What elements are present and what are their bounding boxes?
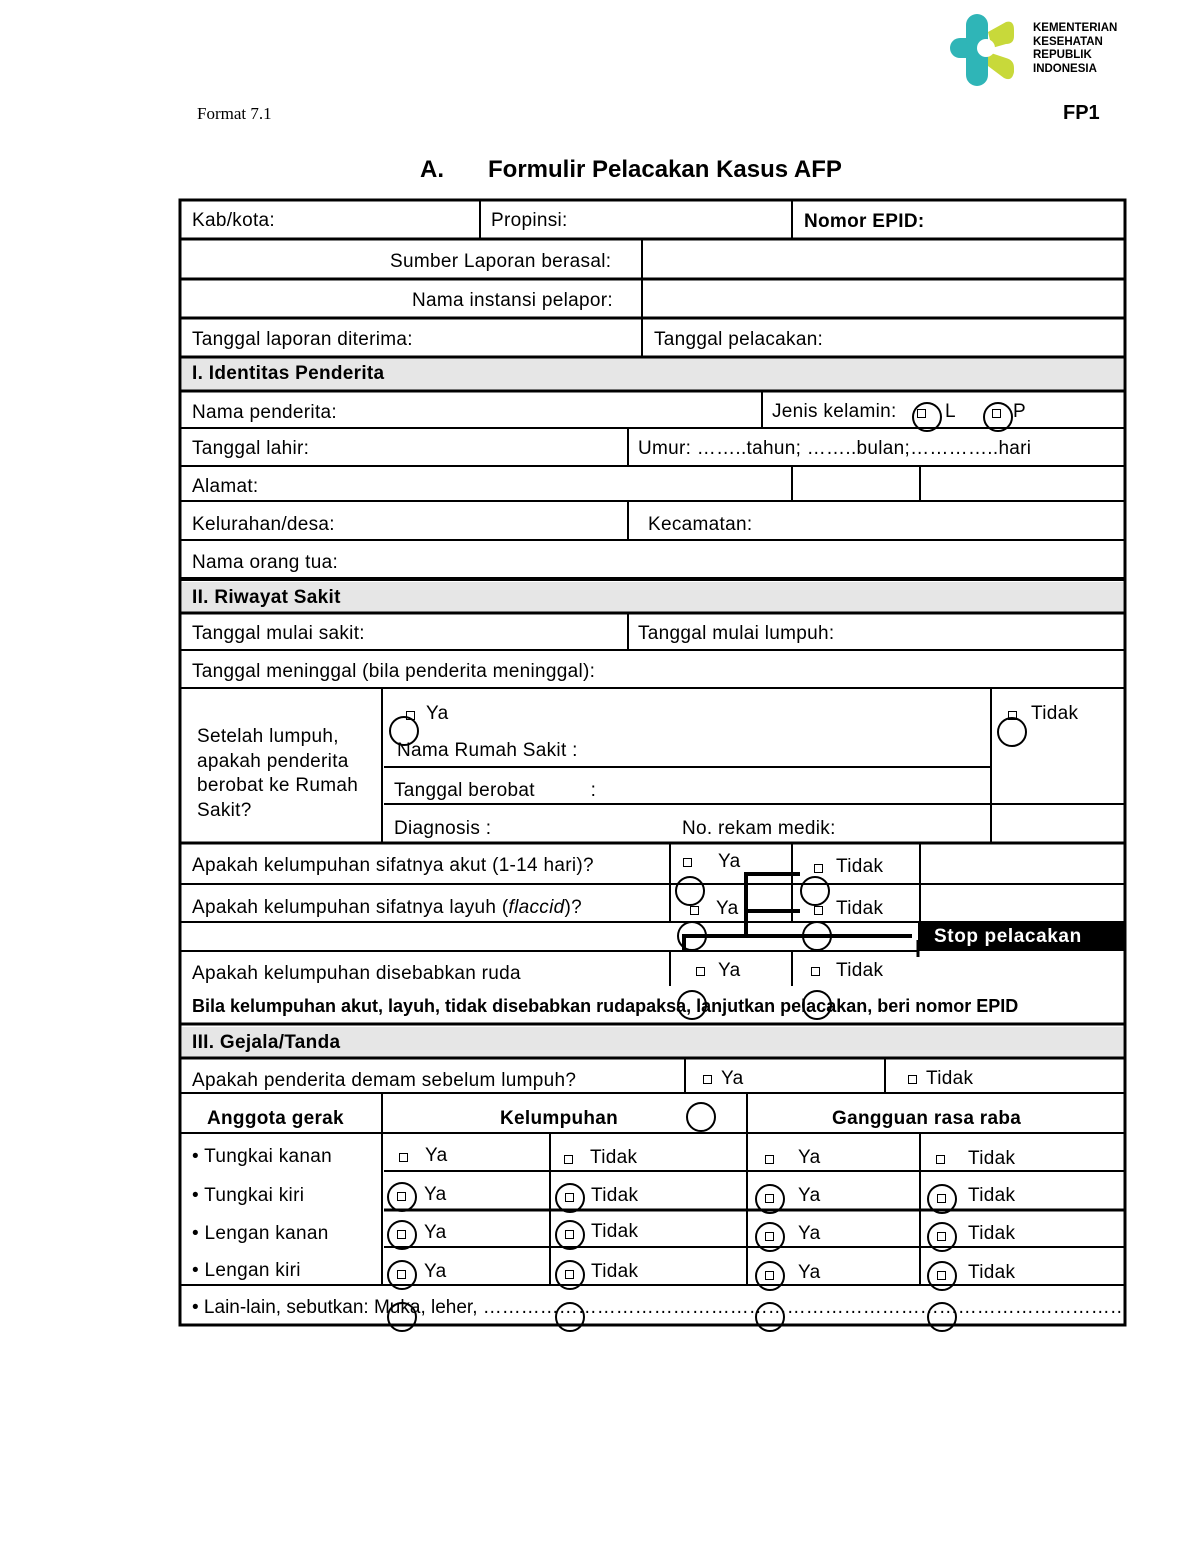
lki-rasa-tidak-mark (927, 1261, 957, 1291)
gender-p-mark (983, 402, 1013, 432)
nama-penderita-label: Nama penderita: (192, 402, 337, 423)
lain-mark-2 (555, 1302, 585, 1332)
tki-rasa-ya-label: Ya (798, 1185, 821, 1206)
tgl-laporan-label: Tanggal laporan diterima: (192, 329, 413, 350)
rs-tidak-label: Tidak (1031, 703, 1079, 724)
stop-pelacakan-label: Stop pelacakan (934, 926, 1082, 947)
tk-rasa-ya-label: Ya (798, 1147, 821, 1168)
tk-kel-tidak-checkbox[interactable] (564, 1155, 573, 1164)
demam-mark (686, 1102, 716, 1132)
section1-title: I. Identitas Penderita (192, 363, 385, 384)
tk-rasa-tidak-checkbox[interactable] (936, 1155, 945, 1164)
lki-rasa-ya-mark (755, 1261, 785, 1291)
akut-tidak-checkbox[interactable] (814, 864, 823, 873)
lki-kel-tidak-label: Tidak (591, 1261, 639, 1282)
q-demam-label: Apakah penderita demam sebelum lumpuh? (192, 1070, 577, 1091)
tki-kel-tidak-label: Tidak (591, 1185, 639, 1206)
kelurahan-label: Kelurahan/desa: (192, 514, 335, 535)
rs-question (197, 725, 358, 823)
limb-lengan-kanan: • Lengan kanan (192, 1223, 329, 1244)
lki-rasa-ya-label: Ya (798, 1262, 821, 1283)
org-line: KESEHATAN (1033, 35, 1103, 48)
lk-rasa-tidak-label: Tidak (968, 1223, 1016, 1244)
tgl-pelacakan-label: Tanggal pelacakan: (654, 329, 824, 350)
tki-kel-tidak-mark (555, 1183, 585, 1213)
lk-kel-ya-label: Ya (424, 1222, 447, 1243)
limb-tungkai-kanan: • Tungkai kanan (192, 1146, 333, 1167)
lk-kel-ya-mark (387, 1220, 417, 1250)
epid-note: Bila kelumpuhan akut, layuh, tidak disebabkan rudapaksa, lanjutkan pelacakan, beri nomor EPID (192, 996, 1019, 1016)
akut-ya-checkbox[interactable] (683, 858, 692, 867)
limb-tungkai-kiri: • Tungkai kiri (192, 1185, 305, 1206)
lk-rasa-tidak-mark (927, 1222, 957, 1252)
layuh-ya-checkbox[interactable] (690, 906, 699, 915)
lk-rasa-ya-mark (755, 1222, 785, 1252)
rs-question-line: apakah penderita (197, 750, 349, 772)
col-gangguan-rasa-raba: Gangguan rasa raba (832, 1108, 1022, 1129)
tk-kel-ya-checkbox[interactable] (399, 1153, 408, 1162)
lain-mark-4 (927, 1302, 957, 1332)
orang-tua-label: Nama orang tua: (192, 552, 339, 573)
lki-kel-ya-mark (387, 1260, 417, 1290)
lain-lain-label: • Lain-lain, sebutkan: Muka, leher, ………………………………………………………………………………………… (192, 1297, 1129, 1318)
akut-ya-mark (675, 876, 705, 906)
ruda-tidak-checkbox[interactable] (811, 967, 820, 976)
gender-l-label: L (945, 401, 956, 422)
stop-pelacakan-banner (918, 922, 1124, 951)
tgl-lahir-label: Tanggal lahir: (192, 438, 310, 459)
tk-kel-tidak-label: Tidak (590, 1147, 638, 1168)
nama-instansi-label: Nama instansi pelapor: (412, 290, 613, 311)
tgl-meninggal-label: Tanggal meninggal (bila penderita meninggal): (192, 661, 596, 682)
demam-tidak-label: Tidak (926, 1068, 974, 1089)
nomor-epid-label: Nomor EPID: (804, 211, 925, 232)
format-label: Format 7.1 (197, 104, 272, 123)
lk-rasa-ya-label: Ya (798, 1223, 821, 1244)
ruda-ya-label: Ya (718, 960, 741, 981)
kab-kota-label: Kab/kota: (192, 210, 275, 231)
layuh-tidak-label: Tidak (836, 898, 884, 919)
q-layuh-italic: flaccid (508, 897, 565, 918)
rs-question-line: berobat ke Rumah (197, 775, 359, 796)
layuh-tidak-mark (802, 921, 832, 951)
form-code: FP1 (1063, 102, 1100, 124)
akut-ya-label: Ya (718, 851, 741, 872)
jenis-kelamin-label: Jenis kelamin: (772, 401, 897, 422)
propinsi-label: Propinsi: (491, 210, 568, 231)
ruda-ya-mark (677, 990, 707, 1020)
section3-title: III. Gejala/Tanda (192, 1032, 341, 1053)
tki-kel-ya-mark (387, 1182, 417, 1212)
title-letter: A. (420, 156, 444, 183)
umur-label: Umur: ……..tahun; ……..bulan;…………..hari (638, 438, 1032, 459)
demam-ya-checkbox[interactable] (703, 1075, 712, 1084)
akut-tidak-label: Tidak (836, 856, 884, 877)
tgl-mulai-lumpuh-label: Tanggal mulai lumpuh: (638, 623, 835, 644)
q-layuh-text: Apakah kelumpuhan sifatnya layuh ( (192, 897, 509, 918)
lain-mark-3 (755, 1302, 785, 1332)
layuh-ya-mark (677, 921, 707, 951)
lk-kel-tidak-mark (555, 1220, 585, 1250)
kecamatan-label: Kecamatan: (648, 514, 753, 535)
nama-rs-label: Nama Rumah Sakit : (397, 740, 578, 761)
alamat-label: Alamat: (192, 476, 259, 497)
demam-tidak-checkbox[interactable] (908, 1075, 917, 1084)
akut-tidak-mark (800, 876, 830, 906)
tk-rasa-tidak-label: Tidak (968, 1148, 1016, 1169)
org-line: INDONESIA (1033, 62, 1097, 75)
q-akut-label: Apakah kelumpuhan sifatnya akut (1-14 hari)? (192, 855, 594, 876)
col-kelumpuhan: Kelumpuhan (500, 1108, 619, 1129)
q-ruda-label: Apakah kelumpuhan disebabkan ruda (192, 963, 521, 984)
col-anggota-gerak: Anggota gerak (207, 1108, 344, 1129)
tki-rasa-tidak-mark (927, 1184, 957, 1214)
q-layuh-label (192, 897, 582, 919)
lki-kel-ya-label: Ya (424, 1261, 447, 1282)
tki-rasa-ya-mark (755, 1184, 785, 1214)
limb-lengan-kiri: • Lengan kiri (192, 1260, 301, 1281)
lki-rasa-tidak-label: Tidak (968, 1262, 1016, 1283)
org-line: REPUBLIK (1033, 49, 1092, 61)
rs-ya-label: Ya (426, 703, 449, 724)
rs-question-line: Sakit? (197, 799, 252, 821)
tgl-berobat-label: Tanggal berobat : (394, 780, 597, 801)
tki-rasa-tidak-label: Tidak (968, 1185, 1016, 1206)
ruda-tidak-label: Tidak (836, 960, 884, 981)
sumber-laporan-label: Sumber Laporan berasal: (390, 251, 612, 272)
q-layuh-end: )? (564, 897, 582, 918)
demam-ya-label: Ya (721, 1068, 744, 1089)
tgl-mulai-sakit-label: Tanggal mulai sakit: (192, 623, 365, 644)
rekam-medik-label: No. rekam medik: (682, 818, 836, 839)
lk-kel-tidak-label: Tidak (591, 1221, 639, 1242)
org-line: KEMENTERIAN (1033, 22, 1118, 34)
ruda-tidak-mark (802, 990, 832, 1020)
gender-l-mark (912, 402, 942, 432)
layuh-ya-label: Ya (716, 898, 739, 919)
layuh-tidak-checkbox[interactable] (814, 906, 823, 915)
rs-tidak-mark (997, 717, 1027, 747)
title-text: Formulir Pelacakan Kasus AFP (488, 156, 842, 183)
ruda-ya-checkbox[interactable] (696, 967, 705, 976)
lain-mark-1 (387, 1302, 417, 1332)
tk-rasa-ya-checkbox[interactable] (765, 1155, 774, 1164)
lki-kel-tidak-mark (555, 1260, 585, 1290)
section2-title: II. Riwayat Sakit (192, 587, 341, 608)
gender-p-label: P (1013, 401, 1026, 422)
diagnosis-label: Diagnosis : (394, 818, 492, 839)
tk-kel-ya-label: Ya (425, 1145, 448, 1166)
rs-question-line: Setelah lumpuh, (197, 726, 339, 747)
tki-kel-ya-label: Ya (424, 1184, 447, 1205)
